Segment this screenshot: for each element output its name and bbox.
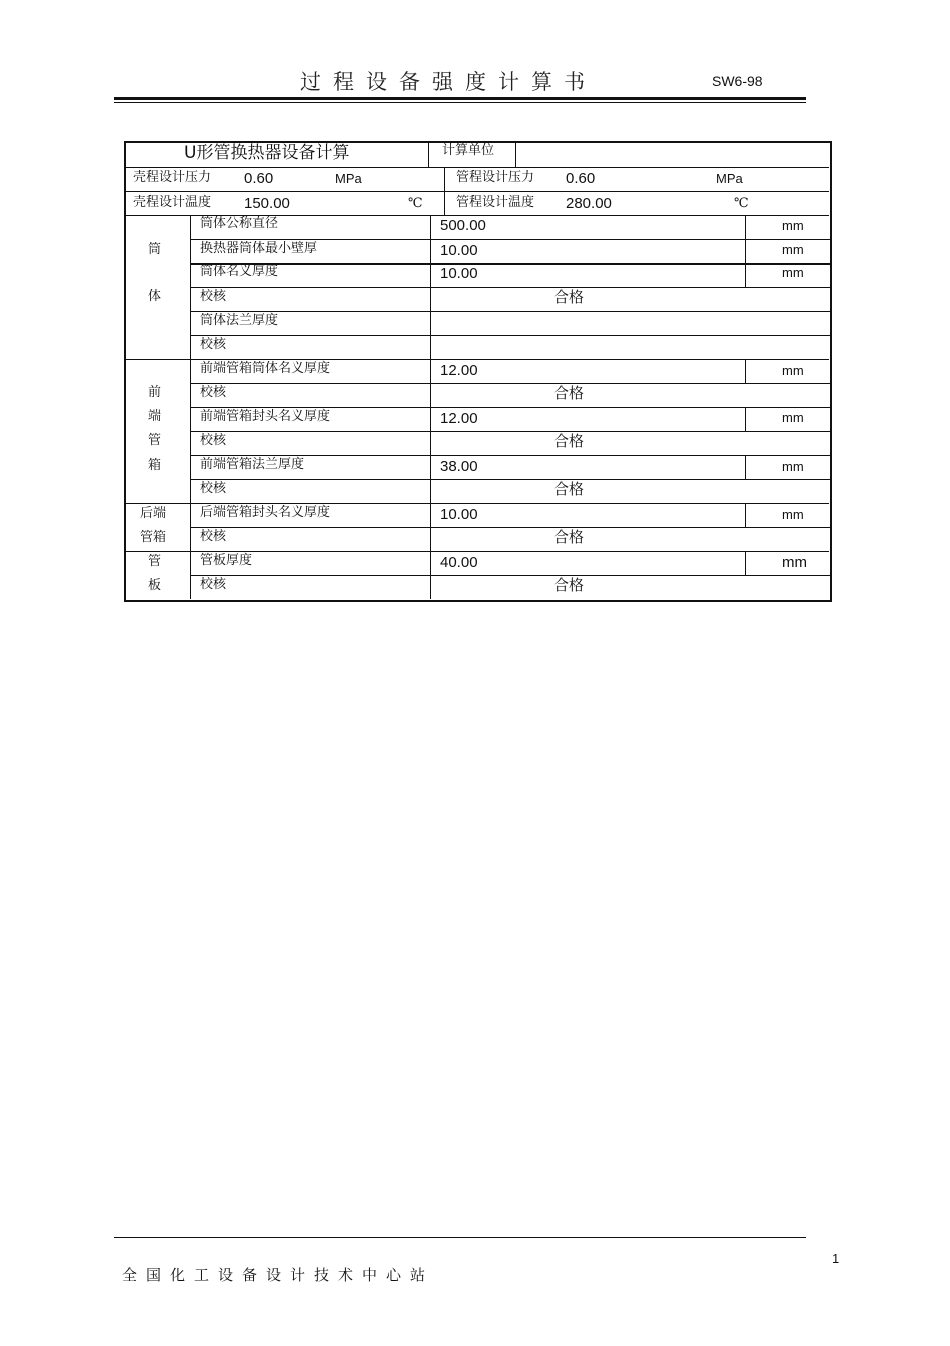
unit-label: 计算单位 [442,143,495,158]
row-label: 校核 [200,289,227,304]
row-value: 12.00 [440,410,478,427]
shell-temp-unit: ℃ [408,196,423,211]
check-result: 合格 [554,480,585,498]
group-shell-char-1: 筒 [148,242,162,257]
tube-pressure-label: 管程设计压力 [456,170,535,185]
group-shell-char-2: 体 [148,289,162,304]
check-result: 合格 [554,384,585,402]
row-label: 前端管箱筒体名义厚度 [200,361,331,376]
row-label: 换热器筒体最小壁厚 [200,241,318,256]
group-front-char-4: 箱 [148,458,162,473]
row-label: 校核 [200,385,227,400]
row-value: 40.00 [440,554,478,571]
row-label: 校核 [200,433,227,448]
shell-temp-label: 壳程设计温度 [133,195,212,210]
row-value: 38.00 [440,458,478,475]
row-unit: mm [782,410,804,425]
check-result: 合格 [554,288,585,306]
row-unit: mm [782,507,804,522]
form-title: U形管换热器设备计算 [184,143,350,163]
row-label: 校核 [200,529,227,544]
row-value: 10.00 [440,506,478,523]
row-label: 校核 [200,577,227,592]
row-unit: mm [782,459,804,474]
tube-pressure-value: 0.60 [566,170,596,187]
document-title: 过程设备强度计算书 [300,70,597,94]
row-label: 筒体法兰厚度 [200,313,279,328]
tube-pressure-unit: MPa [716,171,743,186]
row-label: 管板厚度 [200,553,253,568]
row-value: 500.00 [440,217,486,234]
header-rule-thin [114,102,806,103]
page-number: 1 [832,1251,840,1266]
group-tubesheet-char-1: 管 [148,554,162,569]
shell-pressure-label: 壳程设计压力 [133,170,212,185]
row-label: 筒体名义厚度 [200,264,279,279]
header-rule-thick [114,97,806,100]
row-label: 校核 [200,337,227,352]
row-label: 筒体公称直径 [200,216,279,231]
shell-pressure-unit: MPa [335,171,362,186]
row-value: 10.00 [440,265,478,282]
row-unit: mm [782,265,804,280]
group-front-char-1: 前 [148,385,162,400]
group-rear-line-2: 管箱 [140,530,167,545]
footer-rule [114,1237,806,1238]
row-label: 前端管箱法兰厚度 [200,457,305,472]
group-tubesheet-char-2: 板 [148,578,162,593]
footer-organization: 全国化工设备设计技术中心站 [122,1266,435,1284]
row-unit: mm [782,218,804,233]
shell-pressure-value: 0.60 [244,170,274,187]
row-value: 12.00 [440,362,478,379]
tube-temp-unit: ℃ [734,196,749,211]
row-unit: mm [782,554,807,571]
software-code: SW6-98 [712,73,763,89]
group-front-char-2: 端 [148,409,162,424]
group-front-char-3: 管 [148,433,162,448]
check-result: 合格 [554,528,585,546]
row-unit: mm [782,242,804,257]
row-label: 后端管箱封头名义厚度 [200,505,331,520]
row-label: 前端管箱封头名义厚度 [200,409,331,424]
shell-temp-value: 150.00 [244,195,290,212]
check-result: 合格 [554,432,585,450]
check-result: 合格 [554,576,585,594]
tube-temp-label: 管程设计温度 [456,195,535,210]
group-rear-line-1: 后端 [140,506,167,521]
row-label: 校核 [200,481,227,496]
row-unit: mm [782,363,804,378]
row-value: 10.00 [440,242,478,259]
tube-temp-value: 280.00 [566,195,612,212]
